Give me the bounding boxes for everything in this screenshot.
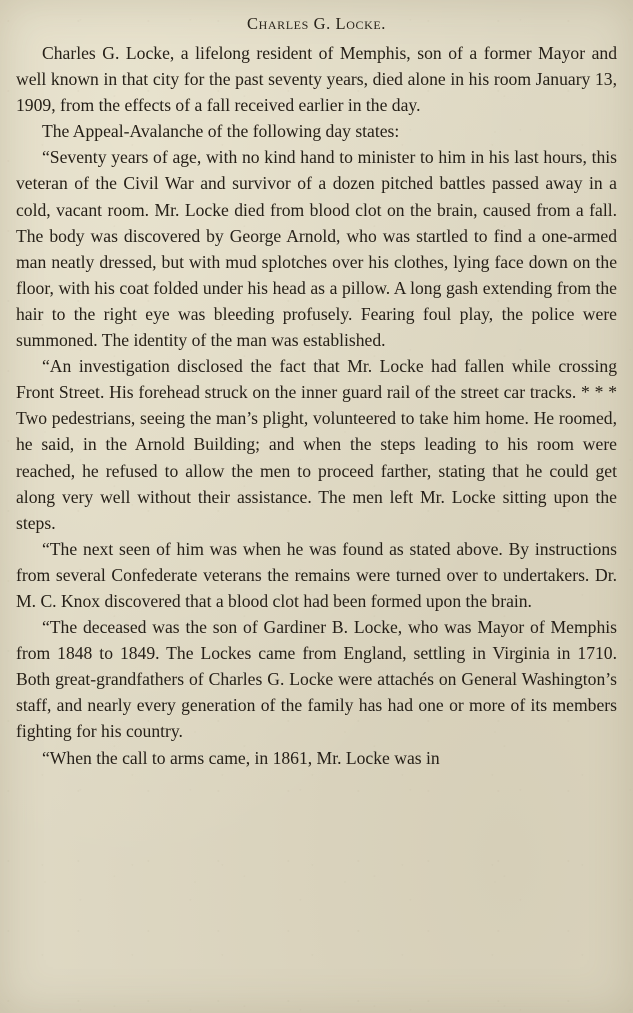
paragraph: “The deceased was the son of Gardiner B. Locke, who was Mayor of Memphis from 1848 to 1849. The Lockes came from England, settling in Virginia in 1710. Both great-grandfathers of Charles G. Locke were attachés on General Washington’s staff, and nearly every generation of the family has had one or more of its members fighting for his country. [16,617,617,742]
paragraph: “When the call to arms came, in 1861, Mr. Locke was in [42,747,440,768]
paragraph: “Seventy years of age, with no kind hand to minister to him in his last hours, this veteran of the Civil War and survivor of a dozen pitched battles passed away in a cold, vacant room. Mr. Locke died from blood clot on the brain, caused from a fall. The body was discovered by George Arnold, who was startled to find a one-armed man neatly dressed, but with mud splotches over his clothes, lying face down on the floor, with his coat folded under his head as a pillow. A long gash extending from the hair to the right eye was bleeding profusely. Fearing foul play, the police were summoned. The identity of the man was established. [16,147,617,351]
paragraph: “The next seen of him was when he was found as stated above. By instructions from several Confederate veterans the remains were turned over to undertakers. Dr. M. C. Knox discovered that a blood clot had been formed upon the brain. [16,538,617,611]
paragraph: Charles G. Locke, a lifelong resident of Memphis, son of a former Mayor and well known in that city for the past seventy years, died alone in his room January 13, 1909, from the effects of a fall received earlier in the day. [16,43,617,116]
paragraph: “An investigation disclosed the fact that Mr. Locke had fallen while crossing Front Street. His forehead struck on the inner guard rail of the street car tracks. * * * Two pedestrians, seeing the man’s plight, volunteered to take him home. He roomed, he said, in the Arnold Building; and when the steps leading to his room were reached, he refused to allow the men to proceed farther, stating that he could get along very well without their assistance. The men left Mr. Locke sitting upon the steps. [16,356,617,533]
page-title: Charles G. Locke. [246,14,387,33]
paragraph: The Appeal-Avalanche of the following day states: [42,121,400,142]
body-text [16,40,617,771]
